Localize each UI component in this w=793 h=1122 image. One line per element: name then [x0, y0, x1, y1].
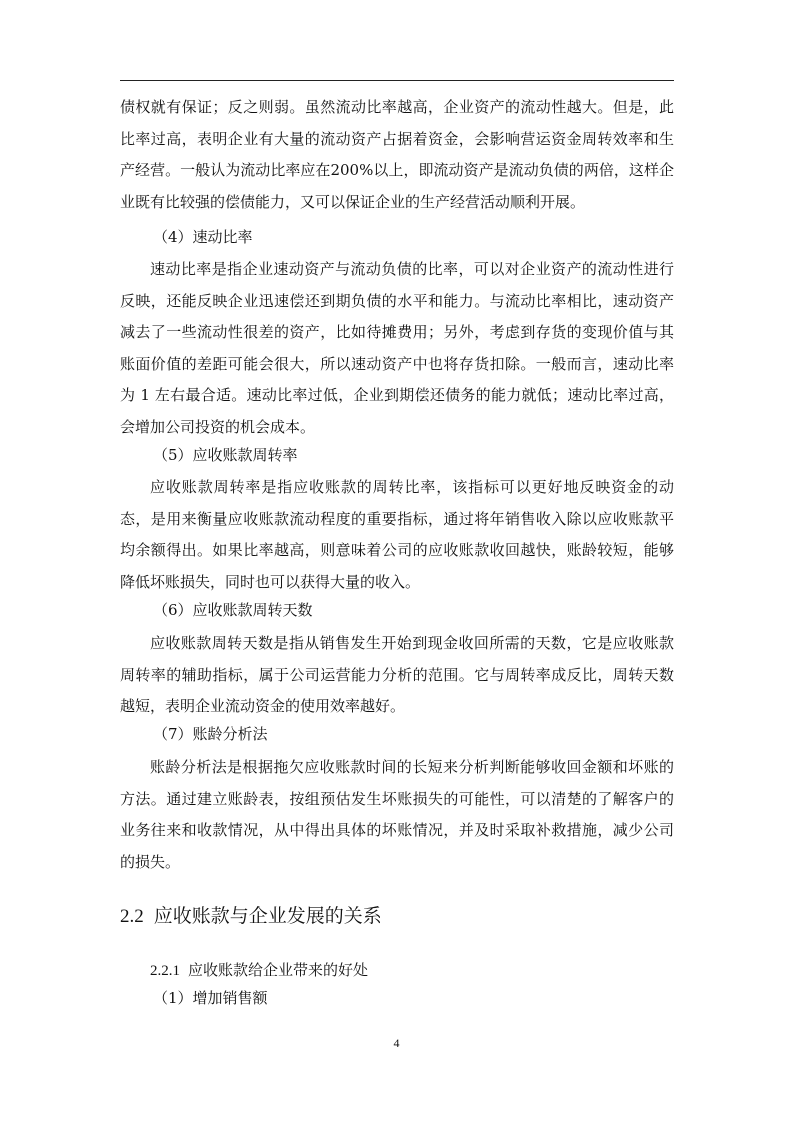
heading-aging-analysis: （7）账龄分析法 [153, 725, 268, 743]
paragraph-text: 应收账款周转天数是指从销售发生开始到现金收回所需的天数，它是应收账款周转率的辅助指标，属于公司运营能力分析的范围。它与周转率成反比，周转天数越短，表明企业流动资金的使用效率越好。 [120, 634, 674, 715]
heading-receivable-days: （6）应收账款周转天数 [153, 601, 313, 619]
paragraph-text: 账龄分析法是根据拖欠应收账款时间的长短来分析判断能够收回金额和坏账的方法。通过建立账龄表，按组预估发生坏账损失的可能性，可以清楚的了解客户的业务往来和收款情况，从中得出具体的坏账情况，并及时采取补救措施，减少公司的损失。 [120, 758, 674, 871]
subsection-number: 2.2.1 [150, 963, 180, 979]
subsection-heading [150, 960, 368, 981]
paragraph-text: 速动比率是指企业速动资产与流动负债的比率，可以对企业资产的流动性进行反映，还能反映企业迅速偿还到期负债的水平和能力。与流动比率相比，速动资产减去了一些流动性很差的资产，比如待摊费用；另外，考虑到存货的变现价值与其账面价值的差距可能会很大，所以速动资产中也将存货扣除。一般而言，速动比率为 1 左右最合适。速动比率过低，企业到期偿还债务的能力就低；速动比率过高，会增加公司投资的机会成本。 [120, 260, 674, 436]
section-heading [120, 904, 382, 929]
paragraph-receivable-turnover [120, 472, 674, 598]
subsection-title: 应收账款给企业带来的好处 [188, 961, 369, 979]
paragraph-quick-ratio [120, 254, 674, 443]
paragraph-text: 应收账款周转率是指应收账款的周转比率，该指标可以更好地反映资金的动态，是用来衡量应收账款流动程度的重要指标，通过将年销售收入除以应收账款平均余额得出。如果比率越高，则意味着公司的应收账款收回越快，账龄较短，能够降低坏账损失，同时也可以获得大量的收入。 [120, 478, 674, 591]
paragraph-receivable-days [120, 628, 674, 723]
page-number: 4 [393, 1036, 400, 1050]
item-increase-sales: （1）增加销售额 [153, 989, 268, 1007]
paragraph-aging-analysis [120, 752, 674, 878]
paragraph-current-ratio-cont [120, 92, 674, 218]
section-title: 应收账款与企业发展的关系 [153, 905, 382, 927]
section-number: 2.2 [120, 906, 144, 927]
heading-receivable-turnover: （5）应收账款周转率 [153, 446, 298, 464]
header-rule [120, 80, 674, 81]
paragraph-text: 债权就有保证；反之则弱。虽然流动比率越高，企业资产的流动性越大。但是，此比率过高，表明企业有大量的流动资产占据着资金，会影响营运资金周转效率和生产经营。一般认为流动比率应在200%以上，即流动资产是流动负债的两倍，这样企业既有比较强的偿债能力，又可以保证企业的生产经营活动顺利开展。 [120, 98, 674, 211]
heading-quick-ratio: （4）速动比率 [153, 228, 253, 246]
